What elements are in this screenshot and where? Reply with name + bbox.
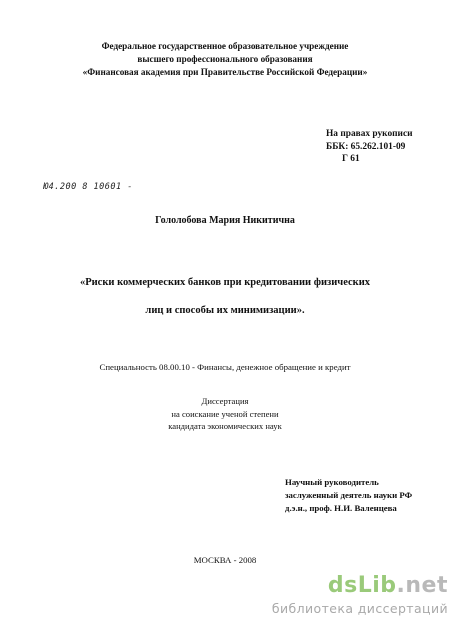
city-year: МОСКВА - 2008 bbox=[193, 555, 257, 565]
supervisor-line-1: Научный руководитель bbox=[285, 477, 379, 487]
watermark-logo-right: .net bbox=[396, 573, 448, 598]
dissertation-line-2: на соискание ученой степени bbox=[171, 408, 279, 419]
title-line-1: «Риски коммерческих банков при кредитовании физических bbox=[79, 277, 371, 288]
manuscript-rights: На правах рукописи bbox=[326, 129, 413, 139]
dissertation-line-3: кандидата экономических наук bbox=[168, 421, 282, 431]
classification-code: Г 61 bbox=[342, 154, 360, 164]
specialty: Специальность 08.00.10 - Финансы, денежное обращение и кредит bbox=[99, 362, 351, 372]
institution-line-3: «Финансовая академия при Правительстве Российской Федерации» bbox=[82, 67, 368, 77]
institution-line-2: высшего профессионального образования bbox=[137, 54, 313, 64]
institution-header bbox=[0, 40, 450, 79]
bbk-code: ББК: 65.262.101-09 bbox=[326, 141, 406, 152]
watermark-logo bbox=[0, 573, 448, 598]
watermark-logo-left: dsLib bbox=[327, 573, 397, 598]
supervisor-line-3: д.э.н., проф. Н.И. Валенцева bbox=[285, 503, 397, 513]
author-name: Гололобова Мария Никитична bbox=[155, 215, 295, 226]
dissertation-line-1: Диссертация bbox=[201, 396, 249, 406]
supervisor-line-2: заслуженный деятель науки РФ bbox=[285, 490, 413, 500]
watermark-subtitle: библиотека диссертаций bbox=[271, 601, 448, 616]
title-line-2: лиц и способы их минимизации». bbox=[145, 305, 305, 316]
registration-stamp: Ю4.200 8 10601 - bbox=[43, 182, 133, 192]
manuscript-block bbox=[326, 128, 413, 166]
institution-line-1: Федеральное государственное образовательное учреждение bbox=[101, 41, 349, 51]
supervisor-block bbox=[285, 476, 412, 515]
dissertation-block bbox=[0, 395, 450, 433]
